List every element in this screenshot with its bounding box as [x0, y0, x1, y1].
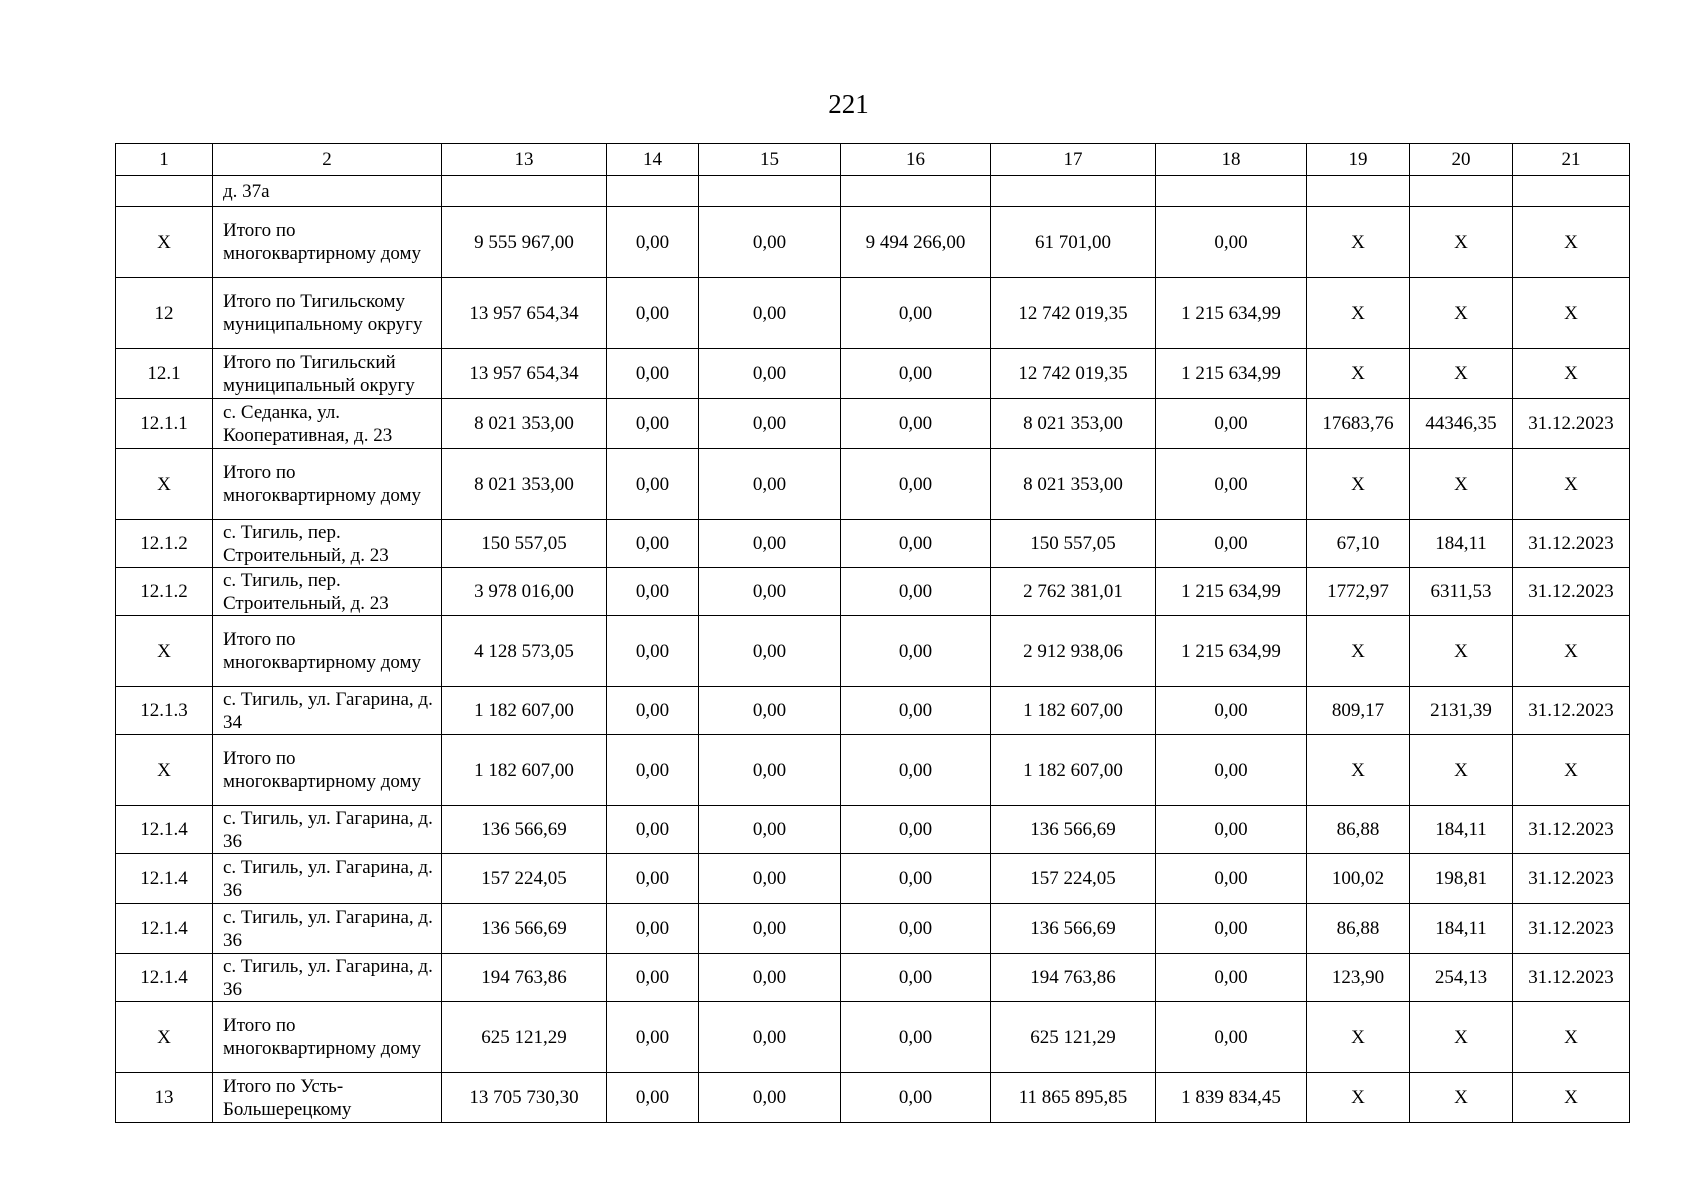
address-cell: с. Тигиль, ул. Гагарина, д. 36	[213, 854, 442, 904]
column-header: 18	[1156, 144, 1307, 176]
table-cell: 136 566,69	[442, 806, 607, 854]
table-cell: 12.1.2	[116, 568, 213, 616]
table-cell: 0,00	[607, 687, 699, 735]
table-row	[116, 687, 1630, 735]
table-cell: 150 557,05	[442, 520, 607, 568]
table-cell: 0,00	[841, 278, 991, 349]
table-cell: 0,00	[607, 449, 699, 520]
table-cell: 136 566,69	[991, 806, 1156, 854]
header-row	[116, 144, 1630, 176]
table-cell: 0,00	[699, 616, 841, 687]
column-header: 16	[841, 144, 991, 176]
table-cell: 184,11	[1410, 520, 1513, 568]
table-cell	[699, 176, 841, 207]
table-cell: 0,00	[841, 349, 991, 399]
table-cell: 0,00	[607, 349, 699, 399]
table-cell	[1307, 176, 1410, 207]
table-cell: 13	[116, 1073, 213, 1123]
table-cell: Х	[1307, 349, 1410, 399]
table-cell: Х	[116, 449, 213, 520]
table-cell: 0,00	[1156, 520, 1307, 568]
table-cell: 0,00	[1156, 687, 1307, 735]
address-cell: Итого по Тигильский муниципальный округу	[213, 349, 442, 399]
address-cell: Итого по Усть-Большерецкому	[213, 1073, 442, 1123]
table-cell: 1 215 634,99	[1156, 278, 1307, 349]
table-cell: 12.1.3	[116, 687, 213, 735]
table-cell: 194 763,86	[991, 954, 1156, 1002]
table-cell: 625 121,29	[991, 1002, 1156, 1073]
table-cell: 1 215 634,99	[1156, 568, 1307, 616]
table-cell: 0,00	[699, 854, 841, 904]
table-cell: 12.1.4	[116, 954, 213, 1002]
table-cell: 0,00	[841, 399, 991, 449]
table-row	[116, 520, 1630, 568]
table-cell: 0,00	[699, 520, 841, 568]
table-cell: Х	[116, 735, 213, 806]
table-cell: Х	[1410, 735, 1513, 806]
address-cell: с. Тигиль, ул. Гагарина, д. 36	[213, 806, 442, 854]
table-cell: 0,00	[699, 278, 841, 349]
table-cell: Х	[1307, 1002, 1410, 1073]
table-cell: 13 705 730,30	[442, 1073, 607, 1123]
table-cell: 0,00	[699, 449, 841, 520]
table-cell: 157 224,05	[991, 854, 1156, 904]
table-cell: 1 182 607,00	[991, 687, 1156, 735]
table-cell: Х	[1307, 1073, 1410, 1123]
table-cell: 86,88	[1307, 904, 1410, 954]
address-cell: с. Тигиль, пер. Строительный, д. 23	[213, 568, 442, 616]
address-cell: с. Тигиль, ул. Гагарина, д. 36	[213, 954, 442, 1002]
table-cell: 625 121,29	[442, 1002, 607, 1073]
table-cell: Х	[1410, 349, 1513, 399]
table-cell: 0,00	[699, 1073, 841, 1123]
table-cell: Х	[1513, 1073, 1630, 1123]
table-cell: 12.1.4	[116, 806, 213, 854]
table-cell: Х	[1410, 278, 1513, 349]
table-cell: 0,00	[841, 1002, 991, 1073]
table-cell: 136 566,69	[442, 904, 607, 954]
table-cell: 0,00	[607, 854, 699, 904]
table-cell: 0,00	[699, 399, 841, 449]
table-cell: 12.1.2	[116, 520, 213, 568]
table-cell: Х	[116, 616, 213, 687]
column-header: 2	[213, 144, 442, 176]
table-cell: 8 021 353,00	[442, 399, 607, 449]
table-row	[116, 207, 1630, 278]
table-cell: 86,88	[1307, 806, 1410, 854]
table-cell: 184,11	[1410, 904, 1513, 954]
table-cell: 31.12.2023	[1513, 520, 1630, 568]
table-cell: 1 182 607,00	[991, 735, 1156, 806]
table-cell: 0,00	[607, 904, 699, 954]
address-cell: с. Тигиль, пер. Строительный, д. 23	[213, 520, 442, 568]
table-cell: 0,00	[699, 954, 841, 1002]
table-cell: Х	[1307, 278, 1410, 349]
table-cell: 0,00	[699, 349, 841, 399]
address-cell: с. Седанка, ул. Кооперативная, д. 23	[213, 399, 442, 449]
table-cell: 0,00	[841, 904, 991, 954]
table-cell: 0,00	[841, 954, 991, 1002]
address-cell: Итого по Тигильскому муниципальному округу	[213, 278, 442, 349]
table-cell: 0,00	[699, 904, 841, 954]
table-cell: 0,00	[607, 1002, 699, 1073]
table-cell: 61 701,00	[991, 207, 1156, 278]
table-cell: 9 494 266,00	[841, 207, 991, 278]
table-cell: 1 182 607,00	[442, 735, 607, 806]
table-cell: 0,00	[699, 687, 841, 735]
address-cell: Итого по многоквартирному дому	[213, 735, 442, 806]
table-row	[116, 735, 1630, 806]
table-cell: Х	[1307, 207, 1410, 278]
table-cell: 0,00	[607, 520, 699, 568]
table-cell: 0,00	[1156, 735, 1307, 806]
table-cell: Х	[1513, 616, 1630, 687]
table-cell: 0,00	[841, 520, 991, 568]
table-cell: 0,00	[1156, 207, 1307, 278]
table-cell: 1772,97	[1307, 568, 1410, 616]
table-cell: 17683,76	[1307, 399, 1410, 449]
table-cell: 198,81	[1410, 854, 1513, 904]
table-cell: 31.12.2023	[1513, 806, 1630, 854]
table-cell: 1 182 607,00	[442, 687, 607, 735]
table-row	[116, 806, 1630, 854]
table-cell: 0,00	[607, 568, 699, 616]
table-cell: 31.12.2023	[1513, 568, 1630, 616]
table-cell: Х	[1307, 735, 1410, 806]
table-cell: 809,17	[1307, 687, 1410, 735]
table-cell: 0,00	[699, 806, 841, 854]
table-cell: 0,00	[699, 735, 841, 806]
table-cell: 0,00	[607, 207, 699, 278]
table-row	[116, 399, 1630, 449]
table-cell: 184,11	[1410, 806, 1513, 854]
table-cell: Х	[116, 1002, 213, 1073]
table-cell: 0,00	[841, 735, 991, 806]
table-cell: 0,00	[607, 399, 699, 449]
table-cell: Х	[1513, 449, 1630, 520]
table-cell: 12 742 019,35	[991, 349, 1156, 399]
table-cell	[991, 176, 1156, 207]
table-cell: 31.12.2023	[1513, 687, 1630, 735]
address-cell: с. Тигиль, ул. Гагарина, д. 36	[213, 904, 442, 954]
table-cell: 8 021 353,00	[442, 449, 607, 520]
column-header: 19	[1307, 144, 1410, 176]
table-row	[116, 568, 1630, 616]
table-cell: 9 555 967,00	[442, 207, 607, 278]
table-cell: 44346,35	[1410, 399, 1513, 449]
table-cell: Х	[1410, 1073, 1513, 1123]
table-cell	[1513, 176, 1630, 207]
table-cell: 67,10	[1307, 520, 1410, 568]
table-cell: 13 957 654,34	[442, 349, 607, 399]
table-row	[116, 904, 1630, 954]
table-cell: 8 021 353,00	[991, 399, 1156, 449]
table-cell: 194 763,86	[442, 954, 607, 1002]
table-body	[116, 144, 1630, 1123]
table-cell: 0,00	[1156, 904, 1307, 954]
column-header: 17	[991, 144, 1156, 176]
table-cell: 123,90	[1307, 954, 1410, 1002]
table-cell: 31.12.2023	[1513, 904, 1630, 954]
table-cell	[841, 176, 991, 207]
table-row	[116, 449, 1630, 520]
table-cell: 31.12.2023	[1513, 399, 1630, 449]
table-cell: 0,00	[1156, 399, 1307, 449]
table-cell: 2 912 938,06	[991, 616, 1156, 687]
table-cell: 1 215 634,99	[1156, 616, 1307, 687]
table-row	[116, 349, 1630, 399]
table-cell: Х	[1513, 278, 1630, 349]
table-cell: Х	[1307, 449, 1410, 520]
table-cell: 0,00	[699, 1002, 841, 1073]
table-cell: 2131,39	[1410, 687, 1513, 735]
table-cell: 1 839 834,45	[1156, 1073, 1307, 1123]
column-header: 15	[699, 144, 841, 176]
address-cell: д. 37а	[213, 176, 442, 207]
table-cell: Х	[1513, 1002, 1630, 1073]
table-row	[116, 1002, 1630, 1073]
table-cell: 150 557,05	[991, 520, 1156, 568]
table-cell: 12.1	[116, 349, 213, 399]
table-cell: 0,00	[841, 687, 991, 735]
table-row	[116, 1073, 1630, 1123]
column-header: 14	[607, 144, 699, 176]
table-cell: 12	[116, 278, 213, 349]
table-cell: Х	[1410, 449, 1513, 520]
table-cell	[116, 176, 213, 207]
table-cell: 8 021 353,00	[991, 449, 1156, 520]
table-cell: 0,00	[1156, 449, 1307, 520]
table-cell	[1156, 176, 1307, 207]
table-cell: 136 566,69	[991, 904, 1156, 954]
data-table	[115, 143, 1630, 1123]
table-cell: 12 742 019,35	[991, 278, 1156, 349]
table-cell: 0,00	[841, 616, 991, 687]
table-row	[116, 854, 1630, 904]
page-number: 221	[828, 89, 869, 119]
table-cell: Х	[1307, 616, 1410, 687]
table-row	[116, 278, 1630, 349]
table-cell: 12.1.4	[116, 904, 213, 954]
table-row	[116, 176, 1630, 207]
table-cell	[442, 176, 607, 207]
table-cell: 31.12.2023	[1513, 954, 1630, 1002]
table-cell: Х	[1410, 1002, 1513, 1073]
table-cell: 12.1.1	[116, 399, 213, 449]
table-cell: Х	[1513, 207, 1630, 278]
address-cell: Итого по многоквартирному дому	[213, 616, 442, 687]
column-header: 21	[1513, 144, 1630, 176]
address-cell: с. Тигиль, ул. Гагарина, д. 34	[213, 687, 442, 735]
table-cell: 0,00	[607, 954, 699, 1002]
table-cell: 0,00	[699, 207, 841, 278]
column-header: 20	[1410, 144, 1513, 176]
address-cell: Итого по многоквартирному дому	[213, 207, 442, 278]
table-cell	[607, 176, 699, 207]
table-cell: 3 978 016,00	[442, 568, 607, 616]
table-cell: Х	[1410, 207, 1513, 278]
table-cell: 0,00	[841, 854, 991, 904]
table-cell: 254,13	[1410, 954, 1513, 1002]
column-header: 13	[442, 144, 607, 176]
table-cell: Х	[1513, 349, 1630, 399]
table-cell: 31.12.2023	[1513, 854, 1630, 904]
table-cell: 6311,53	[1410, 568, 1513, 616]
table-cell: 0,00	[841, 806, 991, 854]
table-cell: Х	[1513, 735, 1630, 806]
table-cell: 0,00	[607, 1073, 699, 1123]
table-row	[116, 616, 1630, 687]
table-cell: 157 224,05	[442, 854, 607, 904]
table-cell: Х	[1410, 616, 1513, 687]
table-cell: 0,00	[1156, 954, 1307, 1002]
table-cell	[1410, 176, 1513, 207]
table-cell: 0,00	[841, 449, 991, 520]
table-cell: 0,00	[1156, 806, 1307, 854]
table-cell: 4 128 573,05	[442, 616, 607, 687]
table-cell: 0,00	[1156, 1002, 1307, 1073]
table-cell: 11 865 895,85	[991, 1073, 1156, 1123]
table-cell: 0,00	[841, 568, 991, 616]
table-cell: 2 762 381,01	[991, 568, 1156, 616]
table-cell: 0,00	[607, 735, 699, 806]
table-row	[116, 954, 1630, 1002]
table-cell: 13 957 654,34	[442, 278, 607, 349]
table-cell: Х	[116, 207, 213, 278]
table-cell: 0,00	[1156, 854, 1307, 904]
address-cell: Итого по многоквартирному дому	[213, 1002, 442, 1073]
table-cell: 0,00	[607, 616, 699, 687]
table-cell: 1 215 634,99	[1156, 349, 1307, 399]
table-cell: 100,02	[1307, 854, 1410, 904]
table-cell: 0,00	[841, 1073, 991, 1123]
column-header: 1	[116, 144, 213, 176]
address-cell: Итого по многоквартирному дому	[213, 449, 442, 520]
table-cell: 0,00	[607, 278, 699, 349]
table-cell: 12.1.4	[116, 854, 213, 904]
table-cell: 0,00	[607, 806, 699, 854]
table-cell: 0,00	[699, 568, 841, 616]
